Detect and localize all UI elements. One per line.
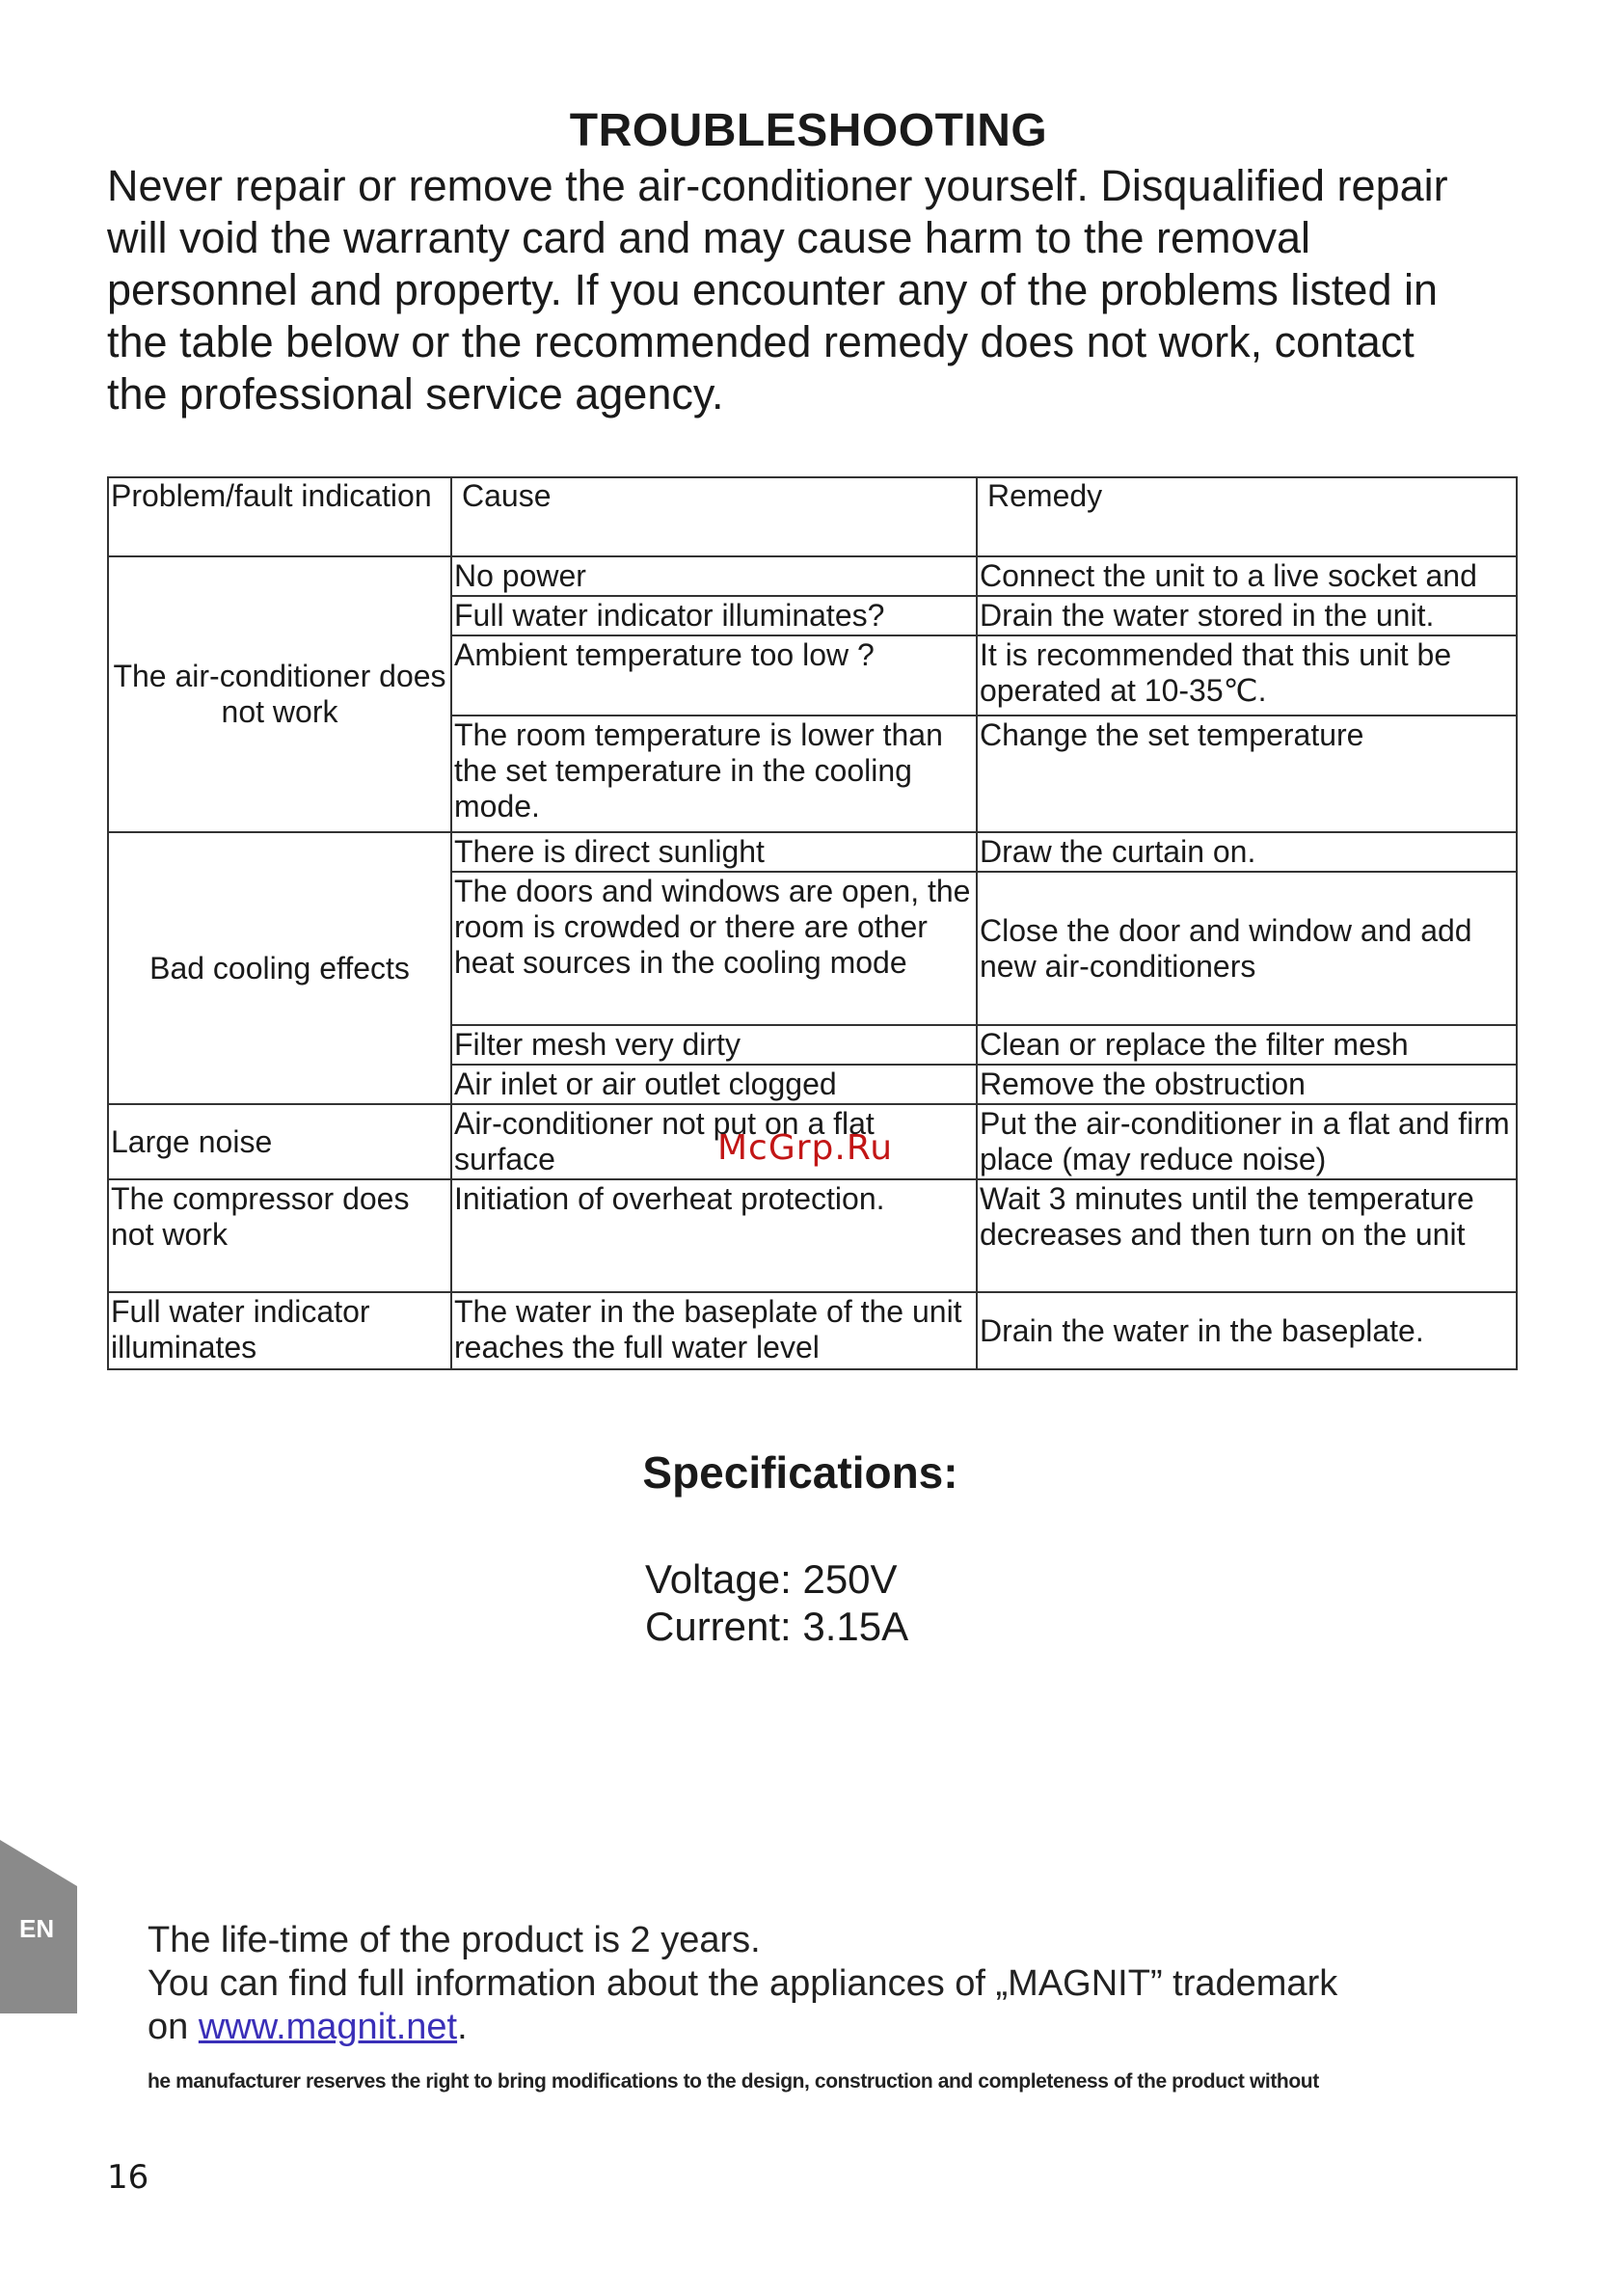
remedy-cell: Close the door and window and add new air-conditioners (977, 872, 1517, 1025)
cause-cell: No power (451, 556, 977, 596)
language-tab-label: EN (19, 1914, 55, 1943)
cause-cell: Air-conditioner not put on a flat surface (451, 1104, 977, 1179)
page-title: TROUBLESHOOTING (569, 105, 1048, 156)
cause-cell: Full water indicator illuminates? (451, 596, 977, 635)
remedy-cell: It is recommended that this unit be operated at 10-35℃. (977, 635, 1517, 716)
remedy-cell: Drain the water in the baseplate. (977, 1292, 1517, 1369)
problem-cell: Large noise (108, 1104, 451, 1179)
table-row (108, 556, 1517, 596)
table-header-row (108, 477, 1517, 556)
table-row (108, 1179, 1517, 1292)
spec-current: Current: 3.15A (645, 1604, 909, 1649)
cause-cell: Ambient temperature too low ? (451, 635, 977, 716)
remedy-cell: Remove the obstruction (977, 1065, 1517, 1104)
header-cause: Cause (451, 477, 977, 556)
cause-cell: There is direct sunlight (451, 832, 977, 872)
info-prefix: on (148, 2007, 189, 2047)
intro-paragraph: Never repair or remove the air-conditioner yourself. Disqualified repair will void the warranty card and may cause harm to the removal personnel and property. If you encounter any of the problems listed in the table below or the recommended remedy does not work, contact the professional service agency. (107, 161, 1448, 419)
cause-cell: The doors and windows are open, the room is crowded or there are other heat sources in the cooling mode (451, 872, 977, 1025)
remedy-cell: Draw the curtain on. (977, 832, 1517, 872)
problem-cell: Bad cooling effects (108, 832, 451, 1104)
table-row (108, 1292, 1517, 1369)
table-row (108, 832, 1517, 872)
info-suffix: . (457, 2007, 468, 2047)
watermark: McGrp.Ru (717, 1128, 894, 1168)
specifications-title: Specifications: (642, 1447, 958, 1498)
remedy-cell: Clean or replace the filter mesh (977, 1025, 1517, 1065)
lifetime-text: The life-time of the product is 2 years. (148, 1920, 761, 1960)
website-link[interactable]: www.magnit.net (198, 2007, 458, 2047)
disclaimer: he manufacturer reserves the right to bring modifications to the design, construction and completeness of the product without (148, 2070, 1319, 2093)
info-link-line (148, 2006, 1517, 2049)
troubleshooting-table (107, 476, 1518, 1370)
problem-cell: Full water indicator illuminates (108, 1292, 451, 1369)
cause-cell: Filter mesh very dirty (451, 1025, 977, 1065)
cause-cell: Air inlet or air outlet clogged (451, 1065, 977, 1104)
header-problem: Problem/fault indication (108, 477, 451, 556)
cause-cell: The room temperature is lower than the set temperature in the cooling mode. (451, 716, 977, 832)
remedy-cell: Change the set temperature (977, 716, 1517, 832)
cause-cell: Initiation of overheat protection. (451, 1179, 977, 1292)
problem-cell: The compressor does not work (108, 1179, 451, 1292)
cause-cell: The water in the baseplate of the unit reaches the full water level (451, 1292, 977, 1369)
remedy-cell: Drain the water stored in the unit. (977, 596, 1517, 635)
remedy-cell: Put the air-conditioner in a flat and firm place (may reduce noise) (977, 1104, 1517, 1179)
remedy-cell: Wait 3 minutes until the temperature decreases and then turn on the unit (977, 1179, 1517, 1292)
problem-cell: The air-conditioner does not work (108, 556, 451, 832)
info-text: You can find full information about the appliances of „MAGNIT” trademark (148, 1963, 1338, 2004)
page-number: 16 (107, 2158, 149, 2197)
spec-voltage: Voltage: 250V (645, 1556, 898, 1602)
remedy-cell: Connect the unit to a live socket and (977, 556, 1517, 596)
header-remedy: Remedy (977, 477, 1517, 556)
footer (148, 1919, 1517, 2049)
